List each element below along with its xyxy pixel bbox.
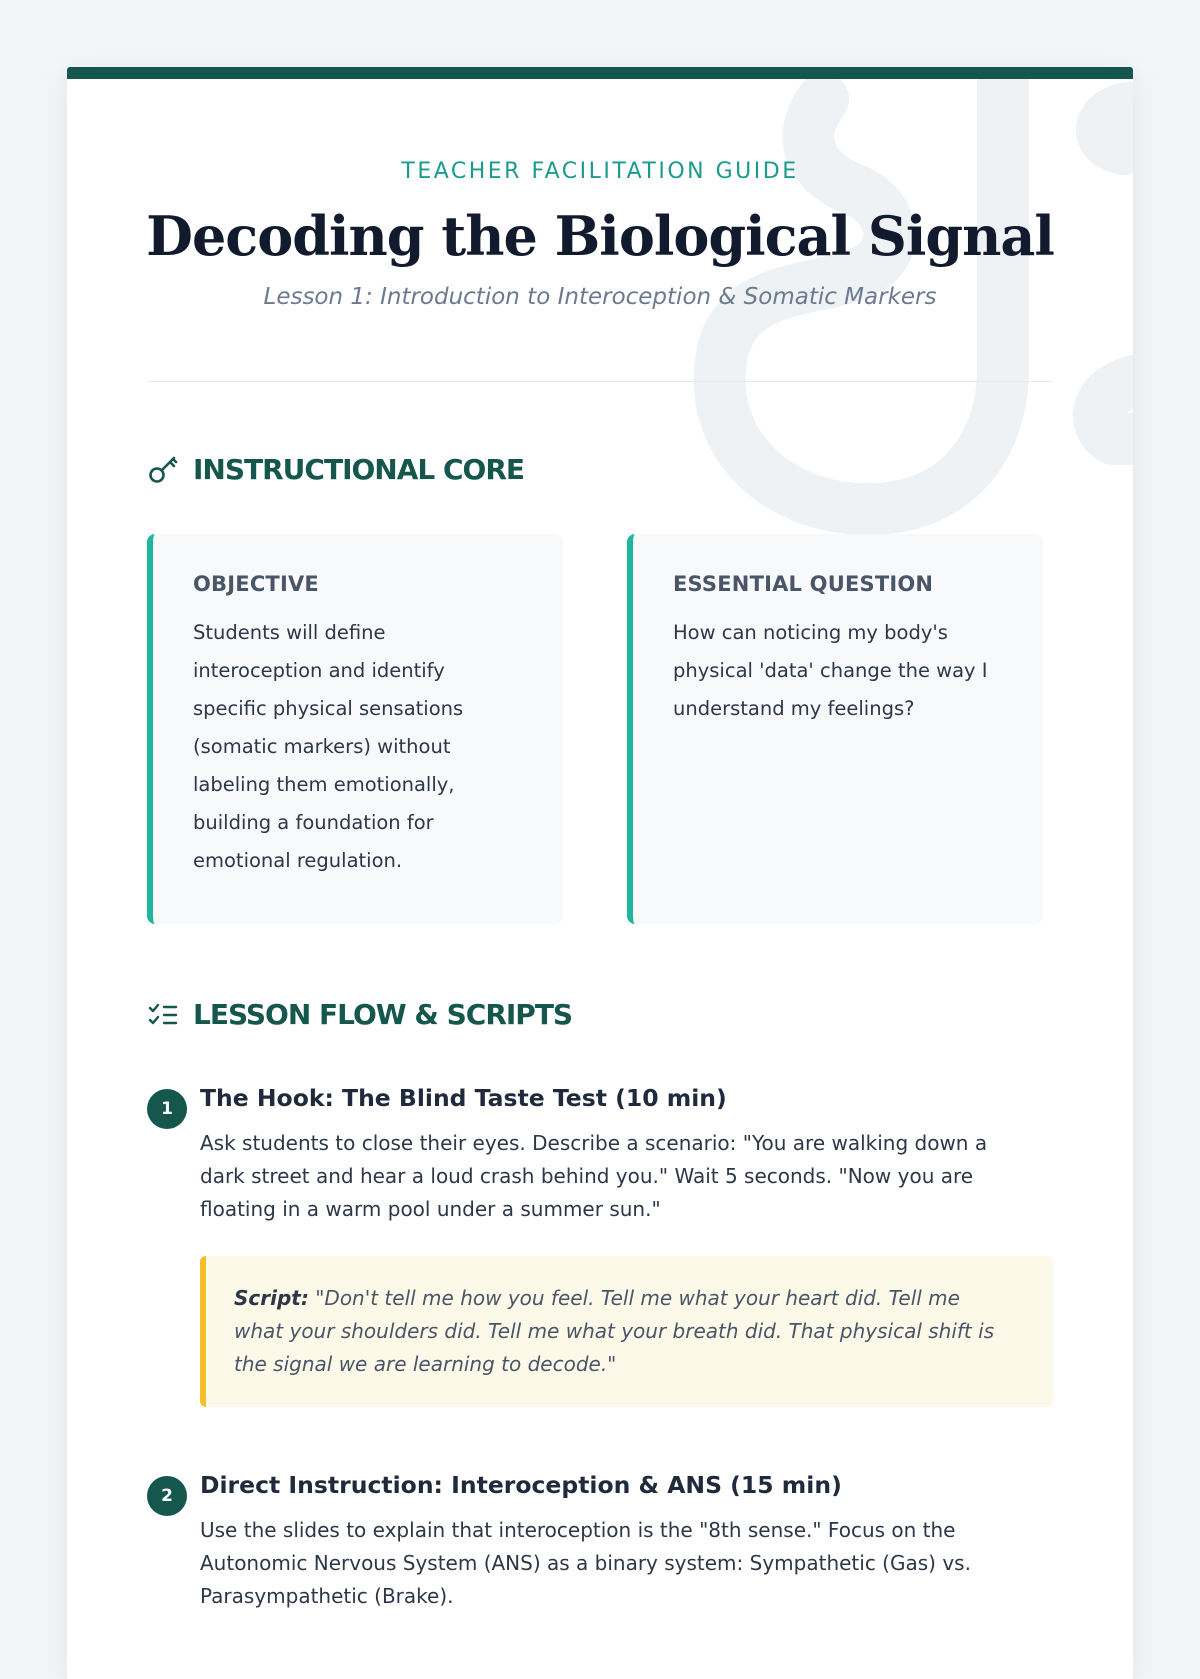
header-divider bbox=[147, 381, 1053, 382]
lesson-subtitle: Lesson 1: Introduction to Interoception & Somatic Markers bbox=[263, 284, 937, 310]
step-number-badge: 1 bbox=[147, 1089, 187, 1129]
key-icon bbox=[147, 454, 179, 486]
checklist-icon bbox=[147, 999, 179, 1031]
step-description: Ask students to close their eyes. Describe a scenario: "You are walking down a dark street and hear a loud crash behind you." Wait 5 seconds. "Now you are floating in a warm pool under a summer sun." bbox=[200, 1131, 988, 1221]
essential-question-text: How can noticing my body's physical 'data' change the way I understand my feelings? bbox=[673, 621, 988, 720]
script-callout: Script: "Don't tell me how you feel. Tell me what your heart did. Tell me what your shoulders did. Tell me what your breath did. That physical shift is the signal we are learning to decode." bbox=[200, 1256, 1053, 1407]
guide-header bbox=[67, 79, 1133, 310]
guide-kicker: TEACHER FACILITATION GUIDE bbox=[401, 159, 799, 184]
section-title-flow: LESSON FLOW & SCRIPTS bbox=[193, 998, 573, 1031]
page-title: Decoding the Biological Signal bbox=[146, 204, 1054, 268]
section-title-core: INSTRUCTIONAL CORE bbox=[193, 453, 525, 486]
step-title: Direct Instruction: Interoception & ANS (15 min) bbox=[200, 1471, 842, 1499]
section-lesson-flow bbox=[147, 998, 572, 1031]
objective-heading: OBJECTIVE bbox=[193, 572, 319, 596]
step-number-badge: 2 bbox=[147, 1476, 187, 1516]
lesson-step bbox=[147, 1079, 1053, 1407]
essential-question-heading: ESSENTIAL QUESTION bbox=[673, 572, 934, 596]
lesson-step bbox=[147, 1466, 1053, 1613]
essential-question-card bbox=[627, 534, 1043, 924]
step-title: The Hook: The Blind Taste Test (10 min) bbox=[200, 1084, 727, 1112]
section-instructional-core bbox=[147, 453, 524, 486]
document-page bbox=[67, 67, 1133, 1679]
step-description: Use the slides to explain that interoception is the "8th sense." Focus on the Autonomic Nervous System (ANS) as a binary system: Sympathetic (Gas) vs. Parasympathetic (Brake). bbox=[200, 1518, 971, 1608]
objective-text: Students will define interoception and identify specific physical sensations (somatic markers) without labeling them emotionally, building a foundation for emotional regulation. bbox=[193, 621, 464, 872]
objective-card bbox=[147, 534, 563, 924]
script-label: Script: bbox=[234, 1286, 309, 1310]
